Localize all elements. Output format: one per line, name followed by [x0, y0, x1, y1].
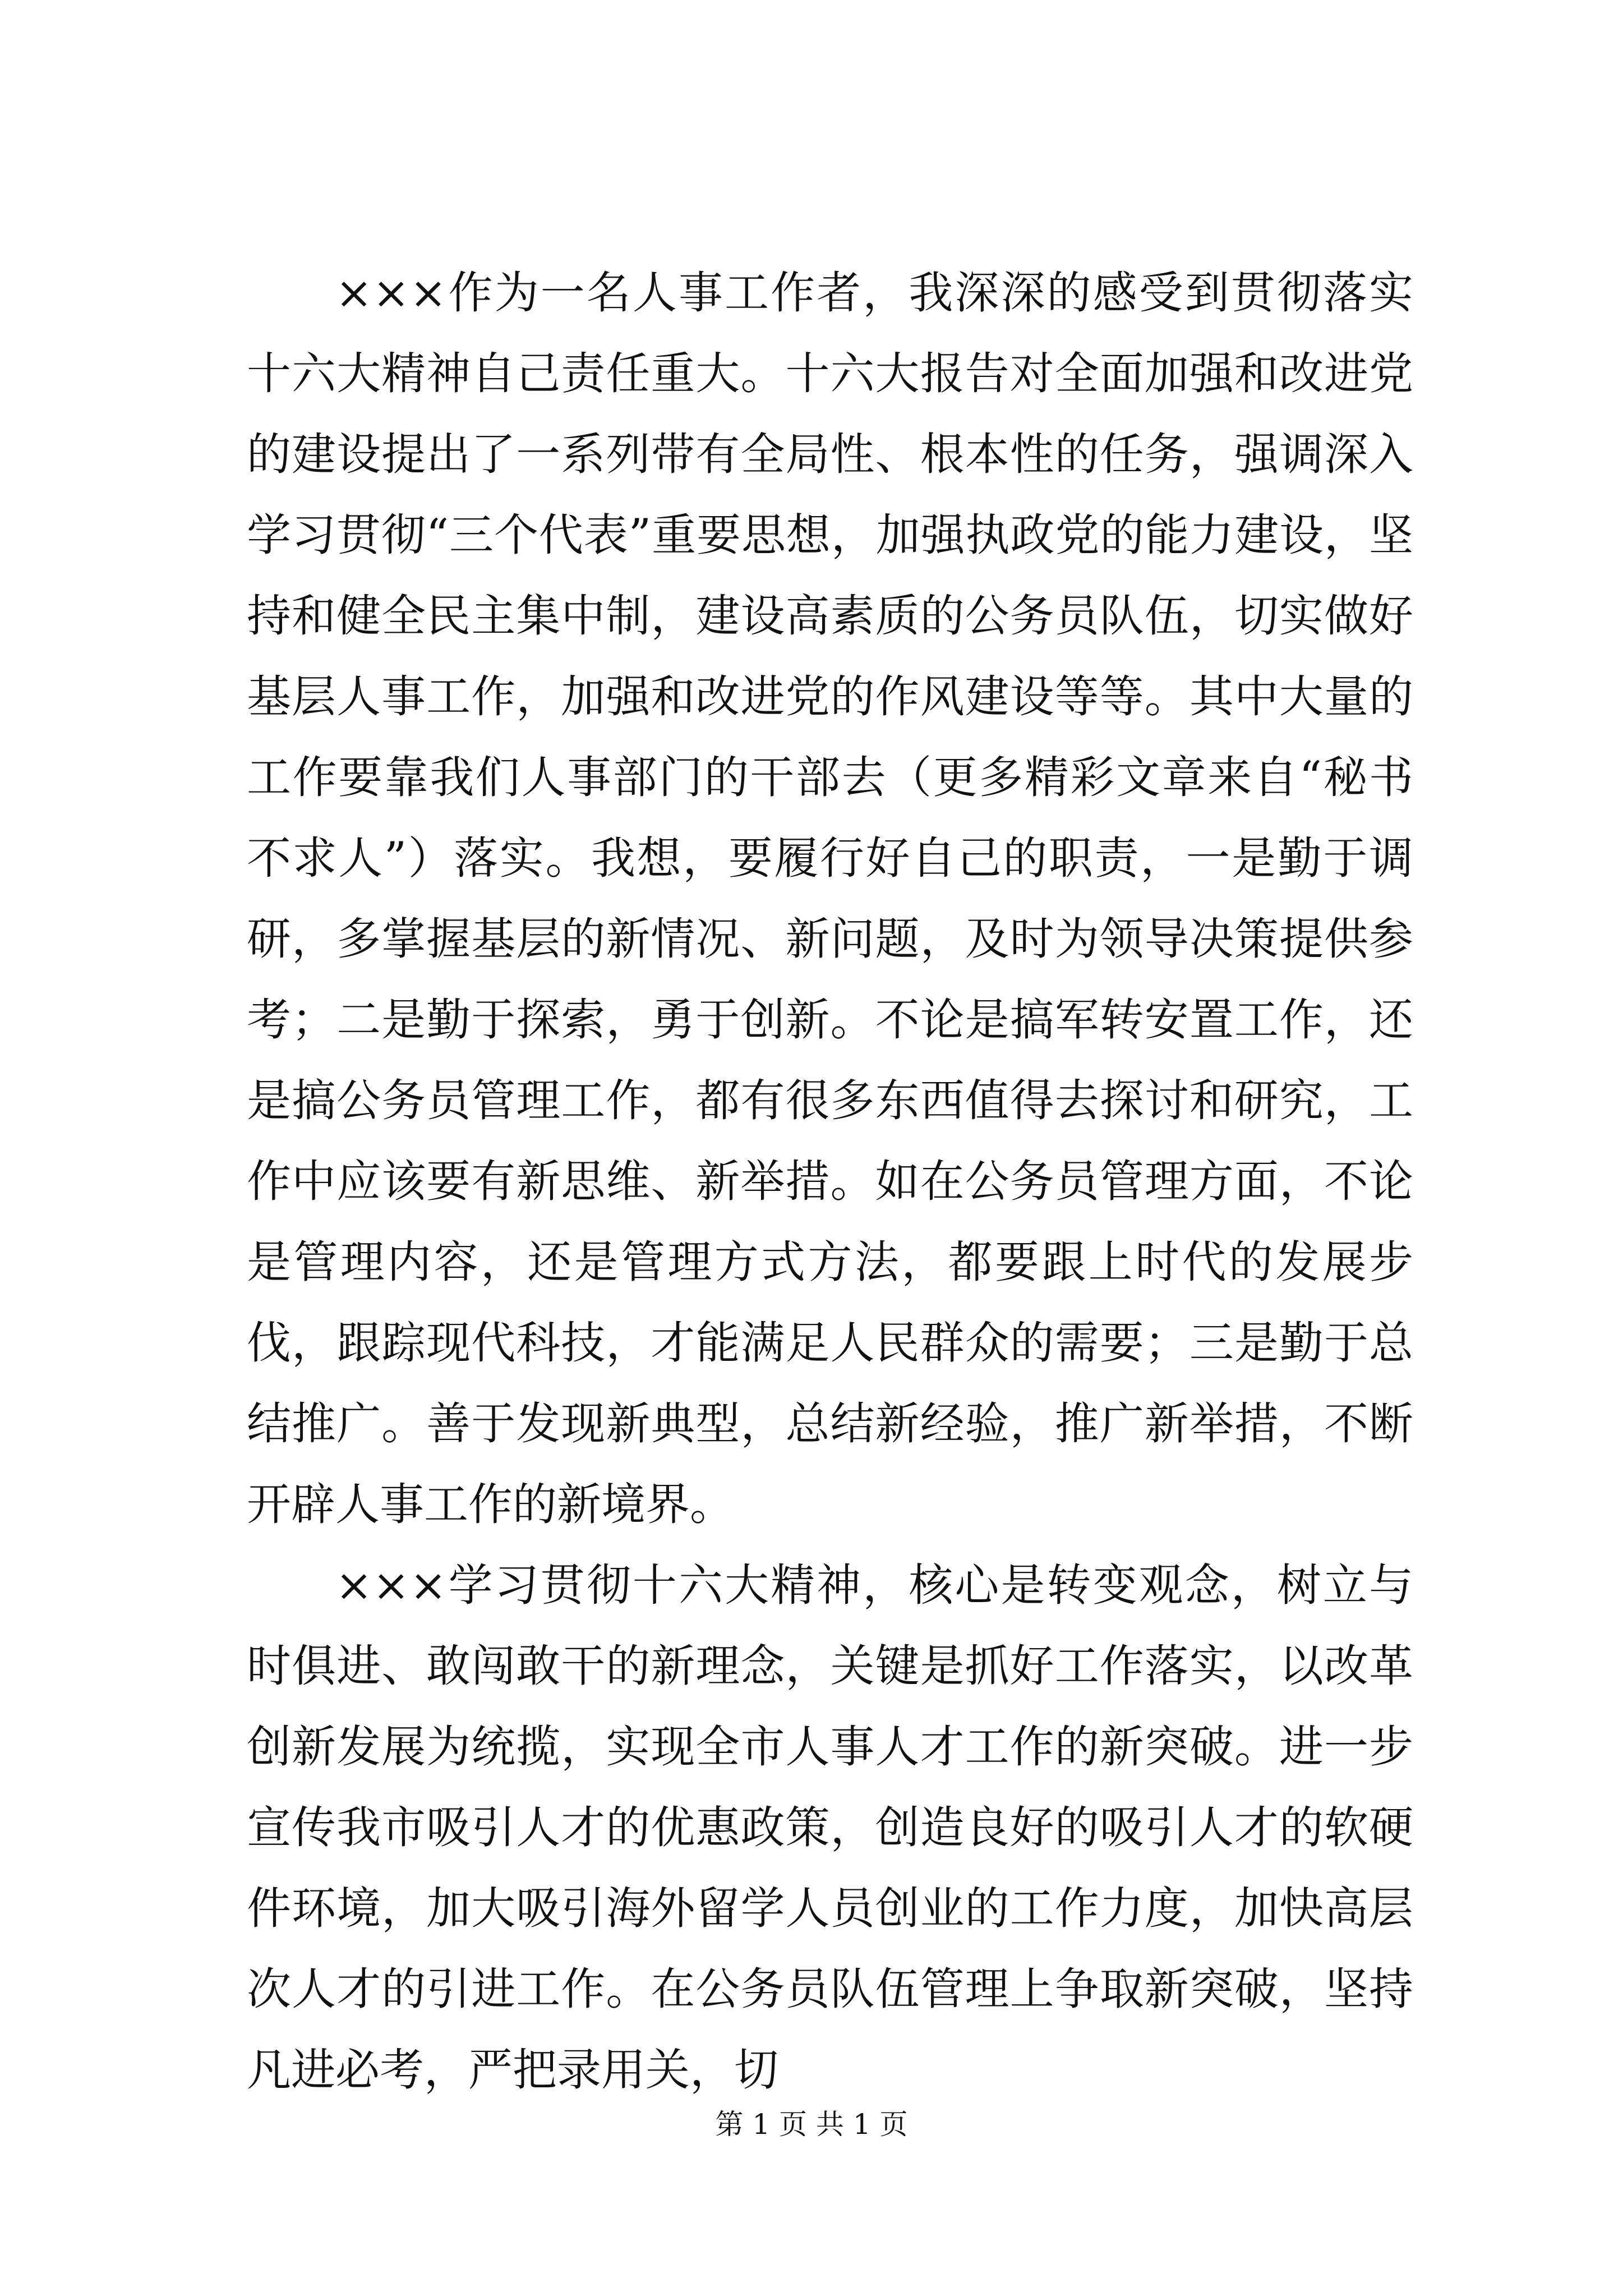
paragraph-2: ×××学习贯彻十六大精神，核心是转变观念，树立与时俱进、敢闯敢干的新理念，关键是抓好工作落实，以改革创新发展为统揽，实现全市人事人才工作的新突破。进一步宣传我市吸引人才的优惠政策，创造良好的吸引人才的软硬件环境，加大吸引海外留学人员创业的工作力度，加快高层次人才的引进工作。在公务员队伍管理上争取新突破，坚持凡进必考，严把录用关，切	[247, 1559, 1413, 2096]
document-body	[247, 252, 1413, 2110]
paragraph-1: ×××作为一名人事工作者，我深深的感受到贯彻落实十六大精神自己责任重大。十六大报告对全面加强和改进党的建设提出了一系列带有全局性、根本性的任务，强调深入学习贯彻“三个代表”重要思想，加强执政党的能力建设，坚持和健全民主集中制，建设高素质的公务员队伍，切实做好基层人事工作，加强和改进党的作风建设等等。其中大量的工作要靠我们人事部门的干部去（更多精彩文章来自“秘书不求人”）落实。我想，要履行好自己的职责，一是勤于调研，多掌握基层的新情况、新问题，及时为领导决策提供参考；二是勤于探索，勇于创新。不论是搞军转安置工作，还是搞公务员管理工作，都有很多东西值得去探讨和研究，工作中应该要有新思维、新举措。如在公务员管理方面，不论是管理内容，还是管理方式方法，都要跟上时代的发展步伐，跟踪现代科技，才能满足人民群众的需要；三是勤于总结推广。善于发现新典型，总结新经验，推广新举措，不断开辟人事工作的新境界。	[247, 267, 1413, 1530]
page-number-footer: 第 1 页 共 1 页	[715, 2108, 908, 2141]
